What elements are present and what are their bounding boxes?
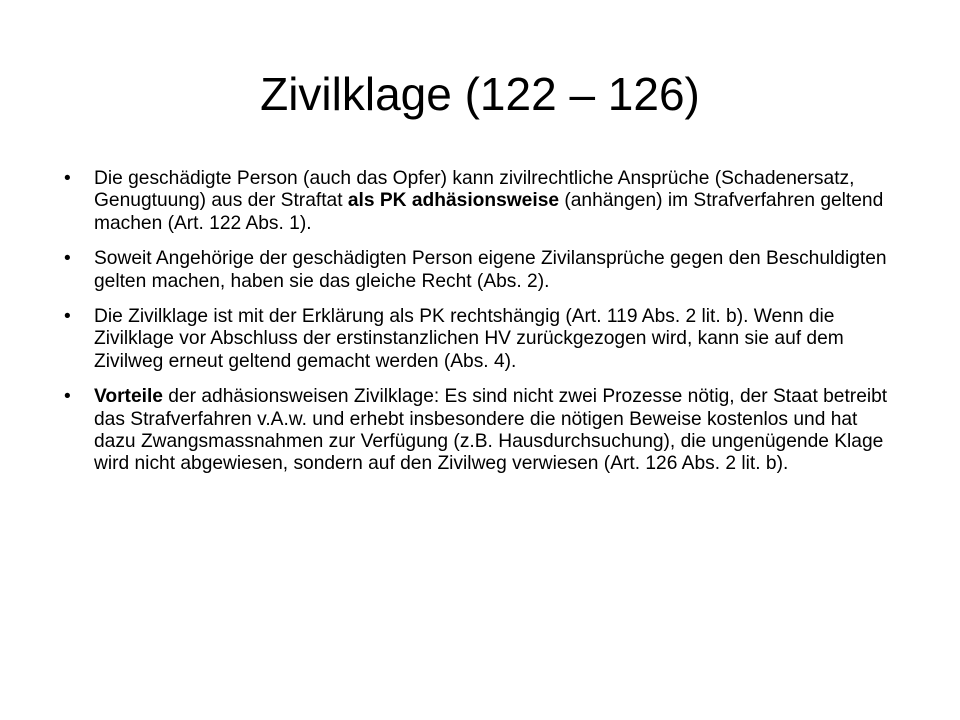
bullet-item-3 [64, 306, 900, 373]
bullet-text [94, 168, 883, 234]
bullet-marker: • [64, 248, 71, 270]
bullet-text-bold-segment: als PK adhäsionsweise [347, 190, 560, 212]
bullet-marker: • [64, 168, 71, 189]
bullet-text-segment: der adhäsionsweisen Zivilklage: Es sind nicht zwei Prozesse nötig, der Staat betreibt das Strafverfahren v.A.w. und erhebt insbesondere die nötigen Beweise kostenlos und hat dazu Zwangsmassnahmen zur Verfügung (z.B. Hausdurchsuchung), die ungenügende Klage wird nicht abgewiesen, sondern auf den Zivilweg verwiesen (Art. 126 Abs. 2 lit. b). [94, 386, 888, 475]
bullet-text-segment: (anhängen) im Strafverfahren geltend machen (Art. 122 Abs. 1). [94, 190, 884, 234]
bullet-text [94, 386, 887, 474]
bullet-text-bold-segment: Vorteile [94, 386, 163, 408]
bullet-text-segment: Die geschädigte Person (auch das Opfer) kann zivilrechtliche Ansprüche (Schadenersatz, Genugtuung) aus der Straftat [94, 168, 855, 212]
bullet-text-segment: Die Zivilklage ist mit der Erklärung als PK rechtshängig (Art. 119 Abs. 2 lit. b). Wenn die Zivilklage vor Abschluss der erstinstanzlichen HV zurückgezogen wird, kann sie auf dem Zivilweg erneut geltend gemacht werden (Abs. 4). [94, 306, 844, 372]
bullet-text-segment: Soweit Angehörige der geschädigten Person eigene Zivilansprüche gegen den Beschuldigten gelten machen, haben sie das gleiche Recht (Abs. 2). [94, 248, 887, 292]
bullet-text [94, 248, 887, 291]
bullet-item-1 [64, 168, 900, 235]
bullet-item-4 [64, 386, 900, 476]
bullet-list [64, 168, 900, 489]
bullet-item-2 [64, 248, 900, 293]
slide-title: Zivilklage (122 – 126) [260, 68, 700, 120]
bullet-text [94, 306, 844, 372]
bullet-marker: • [64, 386, 71, 408]
bullet-marker: • [64, 306, 71, 328]
